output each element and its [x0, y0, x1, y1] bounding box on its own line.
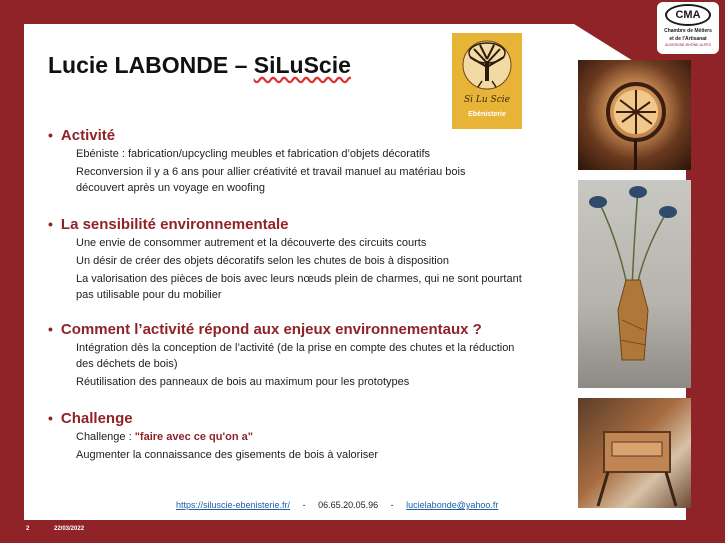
cma-logo-line3: AUVERGNE-RHÔNE-ALPES	[665, 43, 711, 47]
lamp-image	[578, 60, 691, 170]
section-heading: • Comment l’activité répond aux enjeux environnementaux ?	[48, 321, 482, 338]
photo-lamp	[578, 60, 691, 170]
section-heading: • Activité	[48, 127, 116, 144]
section-line: Réutilisation des panneaux de bois au maximum pour les prototypes	[76, 376, 410, 388]
section-line: Reconversion il y a 6 ans pour allier créativité et travail manuel au matériau bois découvert après un voyage en woofing	[76, 166, 466, 194]
section-line: Augmenter la connaissance des gisements de bois à valoriser	[76, 449, 379, 461]
section-enjeux	[48, 321, 516, 390]
website-link[interactable]: https://siluscie-ebenisterie.fr/	[176, 500, 291, 510]
cma-logo-line2: et de l'Artisanat	[669, 36, 707, 42]
section-heading: • La sensibilité environnementale	[48, 216, 289, 233]
siluscie-logo-subtitle: Ebénisterie	[468, 111, 506, 118]
photo-vase	[578, 180, 691, 388]
footer-separator: -	[390, 500, 394, 510]
bullet-icon: •	[48, 321, 53, 337]
cma-logo	[657, 2, 719, 54]
bullet-icon: •	[48, 127, 53, 143]
bullet-icon: •	[48, 216, 53, 232]
title-brand: SiLuScie	[253, 52, 351, 78]
footer	[176, 500, 498, 510]
siluscie-logo	[452, 33, 522, 129]
section-challenge	[48, 410, 378, 463]
section-heading: • Challenge	[48, 410, 133, 427]
siluscie-logo-name: Si Lu Scie	[464, 95, 510, 105]
vase-image	[578, 180, 691, 388]
bullet-icon: •	[48, 410, 53, 426]
furniture-image	[578, 398, 691, 508]
section-line: Intégration dès la conception de l’activité (de la prise en compte des chutes et la réduction des déchets de bois)	[76, 342, 515, 370]
title-name: Lucie LABONDE –	[48, 52, 254, 78]
challenge-quote: "faire avec ce qu'on a"	[134, 431, 253, 443]
email-link[interactable]: lucielabonde@yahoo.fr	[406, 500, 499, 510]
cma-logo-mark: CMA	[665, 4, 711, 26]
phone-number: 06.65.20.05.96	[318, 500, 379, 510]
section-line: Ebéniste : fabrication/upcycling meubles et fabrication d’objets décoratifs	[76, 148, 431, 160]
page-number: 2	[26, 526, 30, 532]
section-line: Une envie de consommer autrement et la découverte des circuits courts	[76, 237, 427, 249]
footer-separator: -	[302, 500, 306, 510]
cma-logo-line1: Chambre de Métiers	[664, 28, 712, 34]
challenge-line: Challenge : "faire avec ce qu'on a"	[76, 431, 253, 443]
photo-furniture	[578, 398, 691, 508]
page-date: 22/03/2022	[54, 526, 85, 532]
section-sensibilite	[48, 216, 536, 303]
section-line: Un désir de créer des objets décoratifs selon les chutes de bois à disposition	[76, 255, 449, 267]
page-title	[48, 52, 351, 79]
section-activite	[48, 127, 516, 196]
section-line: La valorisation des pièces de bois avec leurs nœuds plein de charmes, qui ne sont pourtant pas utilisable pour du mobilier	[76, 273, 522, 301]
